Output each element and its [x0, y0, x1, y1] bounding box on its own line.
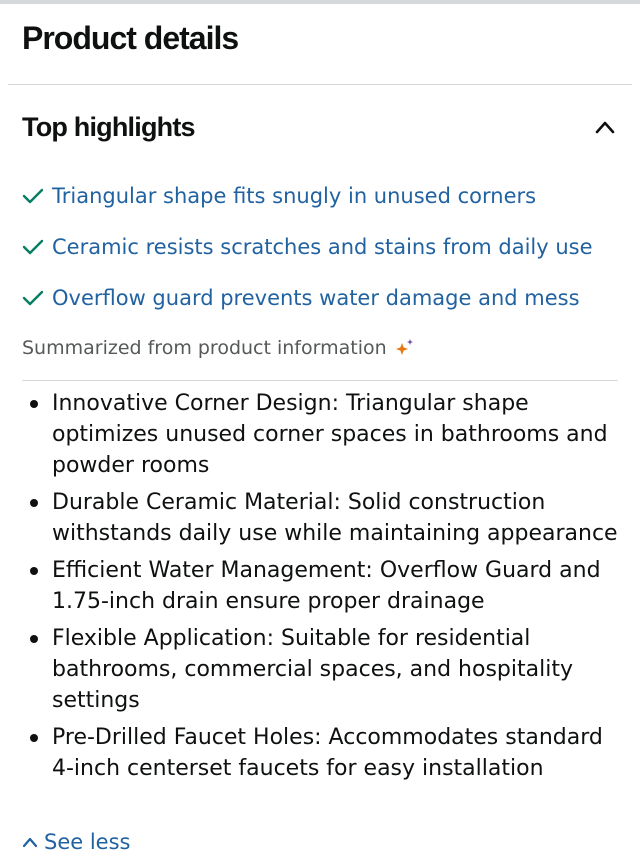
- feature-bullet-text: Pre-Drilled Faucet Holes: Accommodates standard 4-inch centerset faucets for easy installation: [52, 725, 603, 781]
- divider: [22, 380, 618, 381]
- summary-note: [22, 334, 415, 362]
- section-title-top-highlights: Top highlights: [22, 112, 195, 142]
- highlight-text: Triangular shape fits snugly in unused corners: [52, 184, 537, 208]
- feature-bullet-text: Efficient Water Management: Overflow Guard and 1.75-inch drain ensure proper drainage: [52, 558, 601, 614]
- feature-bullet: [22, 555, 618, 617]
- feature-bullet: [22, 623, 618, 716]
- check-icon: [22, 184, 46, 208]
- bullet-dot: [30, 499, 38, 507]
- see-less-link[interactable]: [22, 830, 130, 854]
- sparkle-icon: [393, 337, 415, 359]
- feature-bullet-list: [22, 388, 618, 790]
- bullet-dot: [30, 567, 38, 575]
- collapse-highlights-button[interactable]: [588, 112, 622, 142]
- feature-bullet-text: Innovative Corner Design: Triangular shape optimizes unused corner spaces in bathrooms and powder rooms: [52, 391, 608, 478]
- check-icon: [22, 286, 46, 310]
- see-less-label: See less: [44, 830, 131, 854]
- chevron-up-icon: [595, 120, 615, 134]
- check-icon: [22, 235, 46, 259]
- highlight-item: [22, 230, 593, 264]
- feature-bullet: [22, 487, 618, 549]
- feature-bullet-text: Durable Ceramic Material: Solid construction withstands daily use while maintaining appearance: [52, 490, 618, 546]
- highlight-item: [22, 281, 580, 315]
- top-border: [0, 0, 640, 4]
- feature-bullet-text: Flexible Application: Suitable for residential bathrooms, commercial spaces, and hospitality settings: [52, 626, 573, 713]
- divider: [8, 84, 632, 85]
- bullet-dot: [30, 635, 38, 643]
- highlight-item: [22, 179, 536, 213]
- summary-text: Summarized from product information: [22, 337, 387, 359]
- feature-bullet: [22, 388, 618, 481]
- bullet-dot: [30, 400, 38, 408]
- feature-bullet: [22, 722, 618, 784]
- page-title: Product details: [22, 20, 239, 56]
- bullet-dot: [30, 734, 38, 742]
- highlight-text: Overflow guard prevents water damage and mess: [52, 286, 580, 310]
- highlight-text: Ceramic resists scratches and stains from daily use: [52, 235, 593, 259]
- chevron-up-icon: [22, 836, 38, 848]
